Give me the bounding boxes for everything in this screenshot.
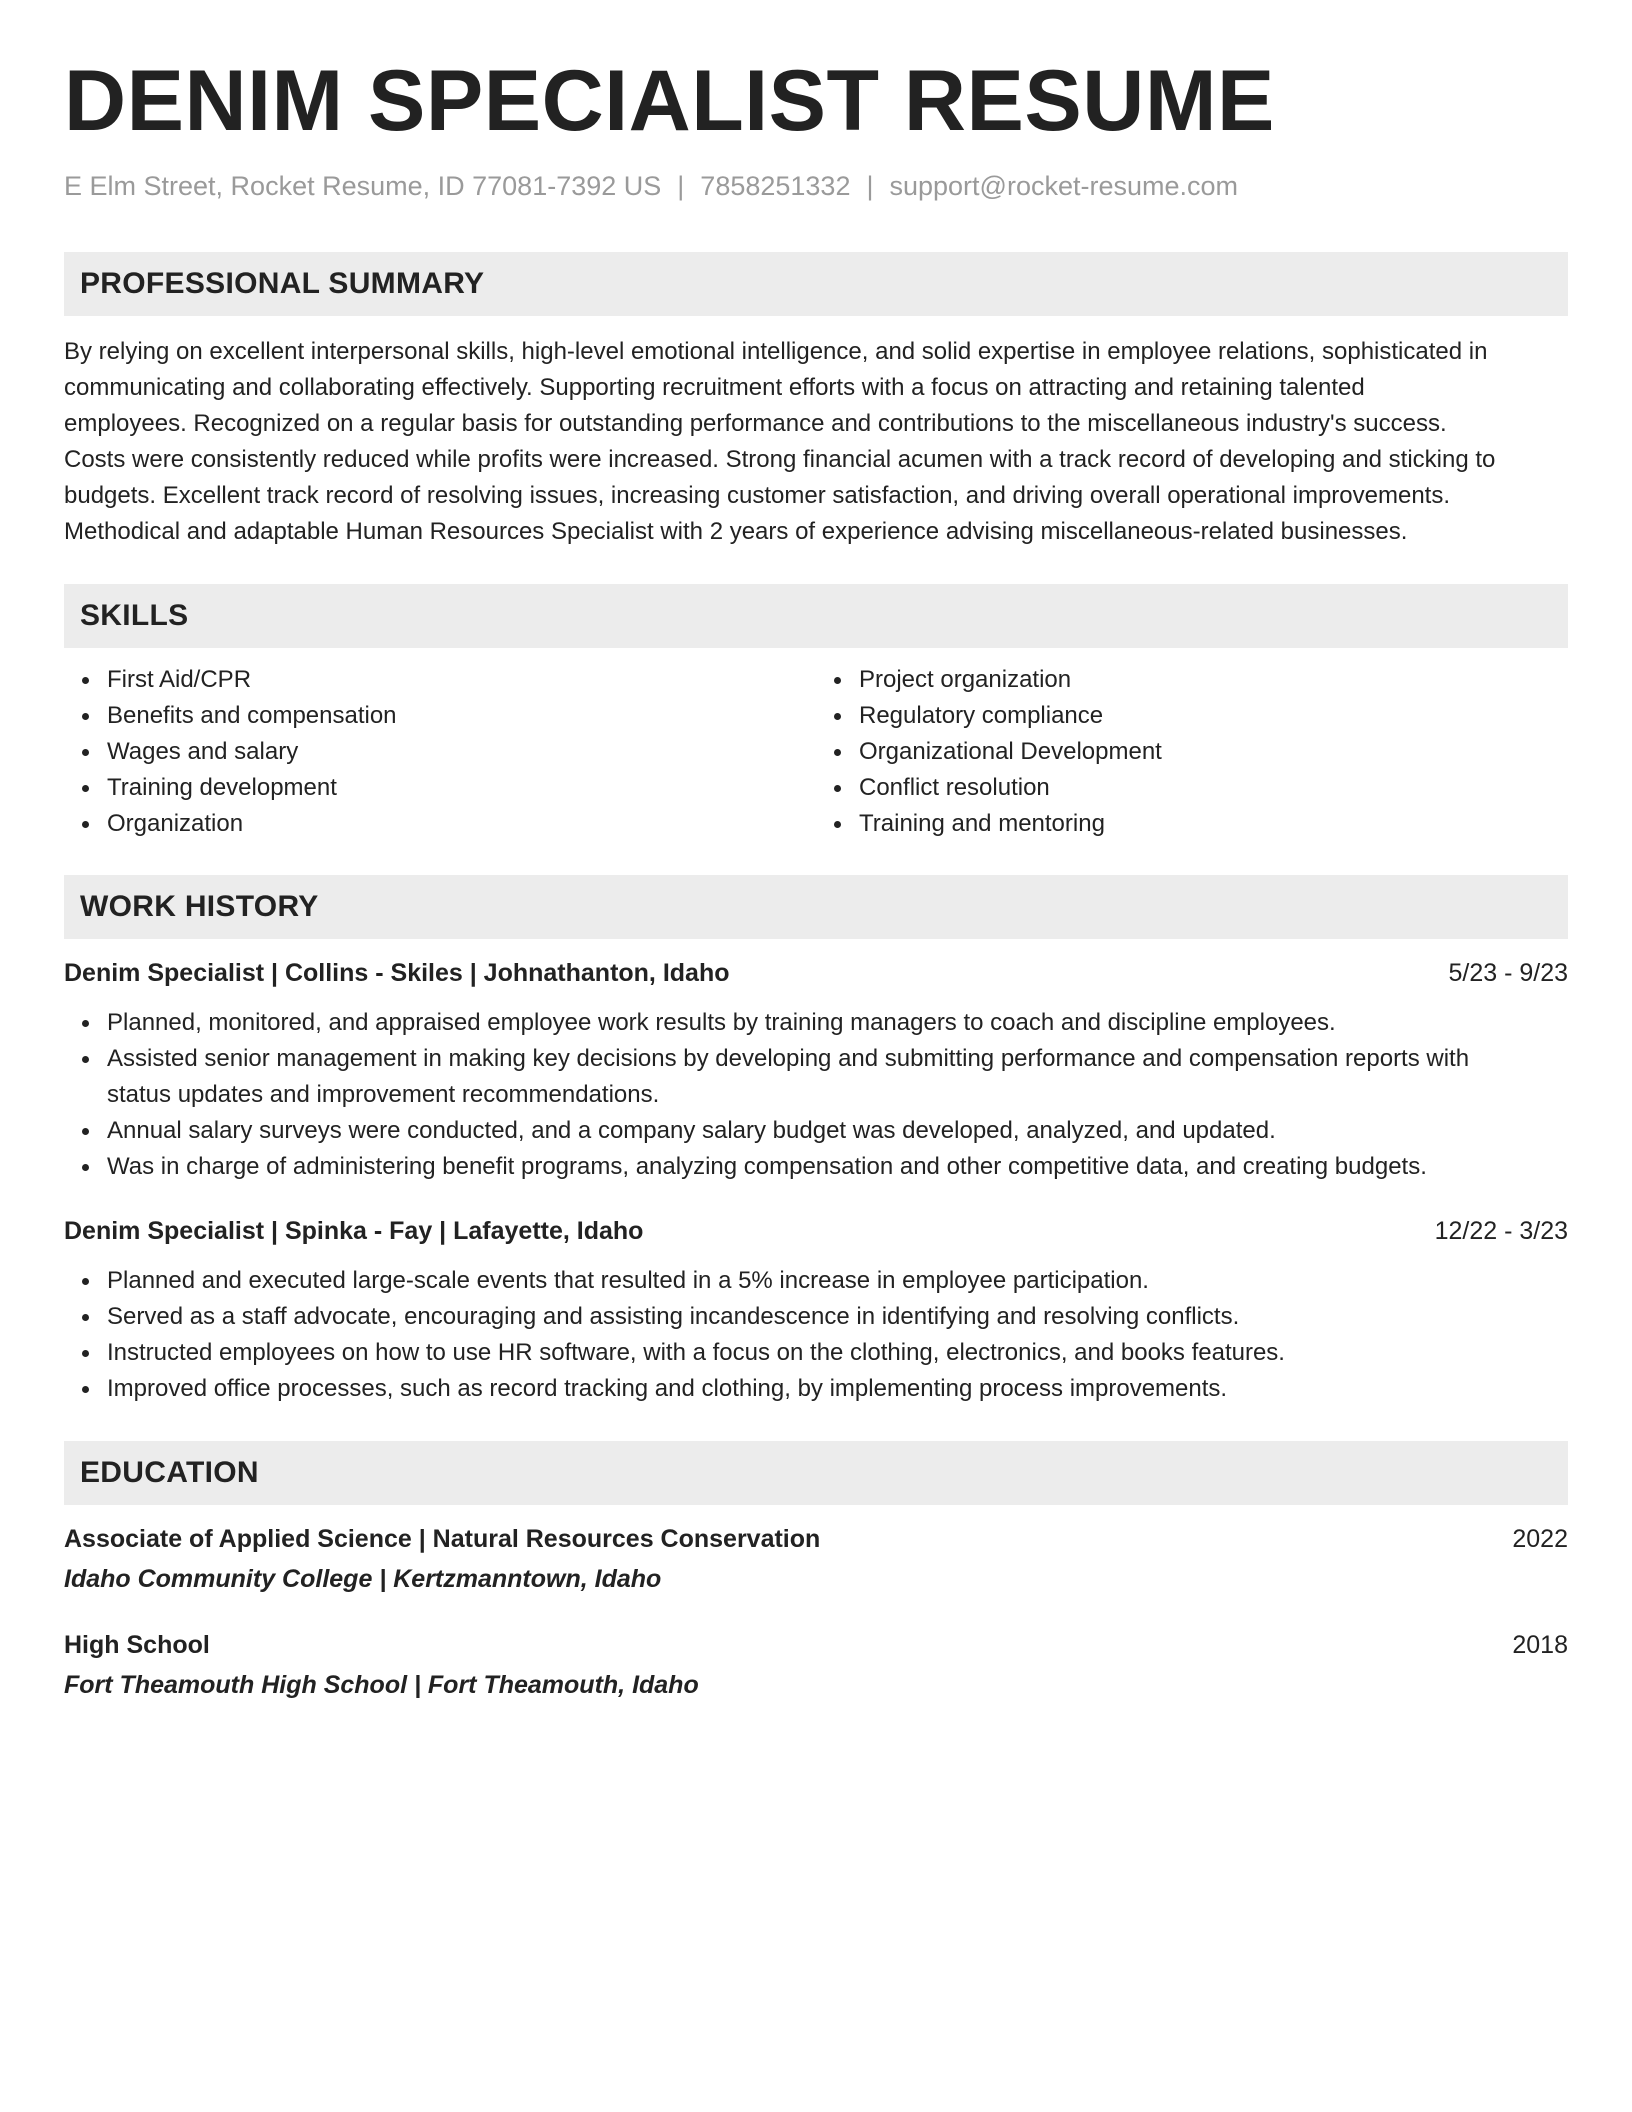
job-bullet: Served as a staff advocate, encouraging and assisting incandescence in identifying and resolving conflicts. — [107, 1299, 1568, 1335]
job-dates: 5/23 - 9/23 — [1448, 959, 1568, 988]
job-bullet: Planned and executed large-scale events that resulted in a 5% increase in employee participation. — [107, 1263, 1568, 1299]
job-bullet: Annual salary surveys were conducted, and a company salary budget was developed, analyzed, and updated. — [107, 1113, 1568, 1149]
skill-item: Organizational Development — [859, 734, 1568, 770]
page-title: DENIM SPECIALIST RESUME — [64, 53, 1275, 149]
education-year: 2018 — [1512, 1631, 1568, 1660]
contact-separator: | — [677, 171, 685, 201]
summary-line: Methodical and adaptable Human Resources Specialist with 2 years of experience advising miscellaneous-related businesses. — [64, 518, 1408, 546]
job-entry — [64, 955, 1568, 1185]
education-entry — [64, 1627, 1568, 1703]
contact-separator: | — [866, 171, 874, 201]
skill-item: First Aid/CPR — [107, 662, 816, 698]
summary-line: By relying on excellent interpersonal skills, high-level emotional intelligence, and solid expertise in employee relations, sophisticated in — [64, 338, 1488, 366]
skill-item: Training and mentoring — [859, 806, 1568, 842]
education-header — [64, 1627, 1568, 1663]
job-bullet: Was in charge of administering benefit programs, analyzing compensation and other competitive data, and creating budgets. — [107, 1149, 1568, 1185]
job-bullets — [64, 1263, 1568, 1407]
skill-item: Wages and salary — [107, 734, 816, 770]
education-header — [64, 1521, 1568, 1557]
summary-text — [64, 334, 1568, 550]
skill-item: Regulatory compliance — [859, 698, 1568, 734]
job-header — [64, 1213, 1568, 1249]
job-bullet: Instructed employees on how to use HR software, with a focus on the clothing, electronics, and books features. — [107, 1335, 1568, 1371]
summary-heading: PROFESSIONAL SUMMARY — [64, 252, 1568, 316]
work-history-heading: WORK HISTORY — [64, 875, 1568, 939]
job-entry — [64, 1213, 1568, 1407]
summary-line: budgets. Excellent track record of resolving issues, increasing customer satisfaction, and driving overall operational improvements. — [64, 482, 1450, 510]
skills-column-left — [64, 662, 816, 842]
education-year: 2022 — [1512, 1525, 1568, 1554]
summary-line: communicating and collaborating effectively. Supporting recruitment efforts with a focus on attracting and retaining talented — [64, 374, 1365, 402]
job-bullet-line: Assisted senior management in making key decisions by developing and submitting performance and compensation reports with — [107, 1045, 1470, 1073]
summary-line: employees. Recognized on a regular basis for outstanding performance and contributions to the miscellaneous industry's success. — [64, 410, 1447, 438]
contact-line — [64, 170, 1568, 202]
education-degree: High School — [64, 1631, 210, 1660]
summary-line: Costs were consistently reduced while profits were increased. Strong financial acumen with a track record of developing and sticking to — [64, 446, 1496, 474]
skill-item: Project organization — [859, 662, 1568, 698]
skill-item: Organization — [107, 806, 816, 842]
skills-column-right — [816, 662, 1568, 842]
education-degree: Associate of Applied Science | Natural Resources Conservation — [64, 1525, 821, 1554]
job-title: Denim Specialist | Spinka - Fay | Lafayette, Idaho — [64, 1217, 644, 1246]
job-bullet-line: status updates and improvement recommendations. — [107, 1081, 660, 1109]
job-bullets — [64, 1005, 1568, 1185]
skill-item: Training development — [107, 770, 816, 806]
job-title: Denim Specialist | Collins - Skiles | Johnathanton, Idaho — [64, 959, 730, 988]
skills-heading: SKILLS — [64, 584, 1568, 648]
job-header — [64, 955, 1568, 991]
skill-item: Benefits and compensation — [107, 698, 816, 734]
job-bullet: Planned, monitored, and appraised employee work results by training managers to coach and discipline employees. — [107, 1005, 1568, 1041]
contact-phone: 7858251332 — [700, 171, 851, 201]
job-dates: 12/22 - 3/23 — [1434, 1217, 1568, 1246]
skills-list — [64, 662, 1568, 842]
contact-email: support@rocket-resume.com — [889, 171, 1239, 201]
skill-item: Conflict resolution — [859, 770, 1568, 806]
education-heading: EDUCATION — [64, 1441, 1568, 1505]
job-bullet: Improved office processes, such as record tracking and clothing, by implementing process improvements. — [107, 1371, 1568, 1407]
education-school: Fort Theamouth High School | Fort Theamouth, Idaho — [64, 1671, 699, 1700]
education-school: Idaho Community College | Kertzmanntown, Idaho — [64, 1565, 662, 1594]
education-entry — [64, 1521, 1568, 1597]
contact-address: E Elm Street, Rocket Resume, ID 77081-7392 US — [64, 171, 662, 201]
job-bullet — [107, 1041, 1568, 1113]
